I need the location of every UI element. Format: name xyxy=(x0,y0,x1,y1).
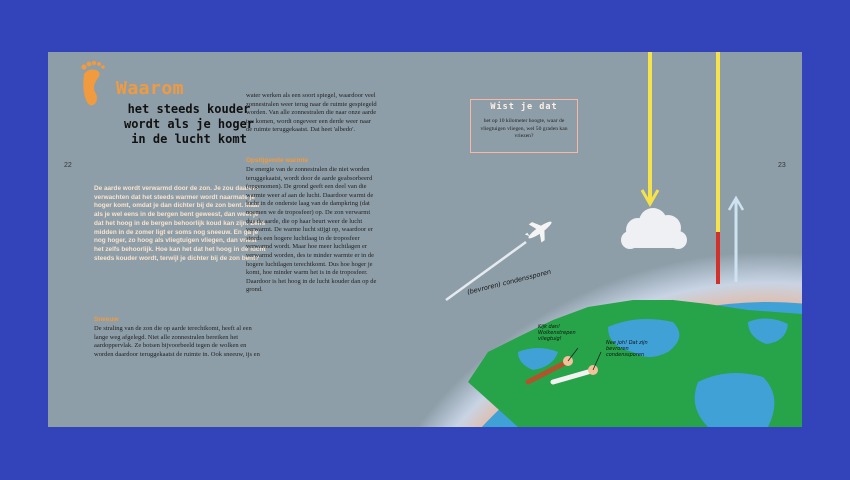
did-you-know-box xyxy=(470,99,578,153)
body-text-middle-1: water werken als een soort spiegel, waardoor veel zonnestralen weer terug naar de ruimte gespiegeld worden. Van alle zonnestralen die naar onze aarde toe komen, wordt ongeveer een derde weer naar de ruimte teruggekaatst. Dat heet 'albedo'. xyxy=(246,92,377,134)
airplane-icon xyxy=(521,213,557,248)
did-you-know-text: het op 10 kilometer hoogte, waar de vliegtuigen vliegen, wel 50 graden kan vriezen? xyxy=(480,118,568,140)
land-mass xyxy=(695,373,775,427)
body-text-left: De straling van de zon die op aarde terechtkomt, heeft al een lange weg afgelegd. Niet alle zonnestralen bereiken het aardoppervlak. Ze botsen bijvoorbeeld tegen de wolken en worden daardoor teruggekaatst de ruimte in. Ook sneeuw, ijs en xyxy=(94,325,260,358)
footprint-icon xyxy=(78,58,106,108)
did-you-know-title: Wist je dat xyxy=(490,102,558,112)
title-line-1: Waarom xyxy=(116,78,185,99)
book-spread xyxy=(48,52,802,427)
speech-bubble-right: Nee joh! Dat zijn bevroren condenssporen xyxy=(606,340,648,358)
body-text-middle-2: De energie van de zonnestralen die niet worden teruggekaatst, wordt door de aarde geabsorbeerd (opgenomen). De grond geeft een deel van die warmte weer af aan de lucht. Daardoor warmt de lucht in de onderste laag van de dampkring (dat noemen we de troposfeer) op. De zon verwarmt dus de aarde, die op haar beurt weer de lucht verwarmt. De warme lucht stijgt op, waardoor er steeds een hogere luchtlaag in de troposfeer verwarmd wordt. Maar hoe meer luchtlagen er verwarmd worden, des te minder warmte er in de hogere luchtlagen terechtkomt. Dus hoe hoger je komt, hoe minder warm het is in de troposfeer. Daardoor is het hoog in de lucht kouder dan op de grond. xyxy=(246,166,377,294)
page-number-left: 22 xyxy=(64,162,72,169)
section-heading-warmte: Opstijgende warmte xyxy=(246,157,309,164)
title-line-2: het steeds kouder wordt als je hoger in de lucht komt xyxy=(123,102,255,146)
section-heading-sneeuw: Sneeuw xyxy=(94,316,119,323)
contrail-label: (bevroren) condenssporen xyxy=(466,267,552,297)
intro-paragraph: De aarde wordt verwarmd door de zon. Je zou daarom verwachten dat het steeds warmer wordt naarmate je hoger komt, omdat je dan dichter bij de zon bent. Maar als je wel eens in de bergen bent geweest, dan weet je dat het hoog in de bergen behoorlijk koud kan zijn. Zelfs midden in de zomer ligt er soms nog sneeuw. En ga je nog hoger, zo hoog als vliegtuigen vliegen, dan vriest het zelfs behoorlijk. Hoe kan het dat het hoog in de lucht steeds kouder wordt, terwijl je dichter bij de zon bent? xyxy=(94,185,266,262)
speech-bubble-left: Kijk dan! Wolkenstrepen vliegtuig! xyxy=(538,324,576,342)
page-number-right: 23 xyxy=(778,162,786,169)
cloud xyxy=(621,208,687,249)
